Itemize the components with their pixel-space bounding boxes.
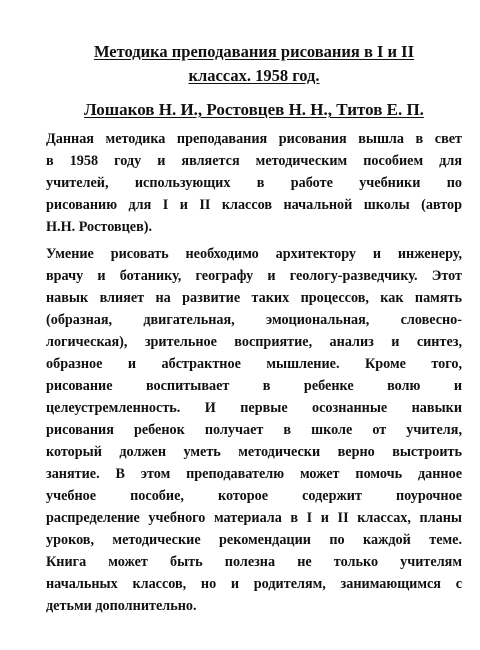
paragraph-1-line: в 1958 году и является методическим пособием для	[46, 153, 462, 169]
paragraph-1-line: рисованию для I и II классов начальной школы (автор	[46, 197, 462, 213]
paragraph-2-line: целеустремленность. И первые осознанные навыки	[46, 400, 462, 416]
paragraph-2-line: рисования ребенок получает в школе от учителя,	[46, 422, 462, 438]
paragraph-2-line: (образная, двигательная, эмоциональная, словесно-	[46, 312, 462, 328]
paragraph-2-line: детьми дополнительно.	[46, 598, 197, 614]
paragraph-2-line: учебное пособие, которое содержит поурочное	[46, 488, 462, 504]
paragraph-2-line: Книга может быть полезна не только учителям	[46, 554, 462, 570]
paragraph-2	[46, 243, 462, 617]
title-line-2: классах. 1958 год.	[188, 66, 320, 85]
paragraph-1-line: учителей, использующих в работе учебники по	[46, 175, 462, 191]
paragraph-1-line: Н.Н. Ростовцев).	[46, 219, 153, 235]
title-line-1: Методика преподавания рисования в I и II	[93, 42, 415, 61]
paragraph-2-line: который должен уметь методически верно выстроить	[46, 444, 462, 460]
authors-line: Лошаков Н. И., Ростовцев Н. Н., Титов Е. П.	[84, 100, 424, 119]
paragraph-1	[46, 128, 462, 238]
paragraph-2-line: рисование воспитывает в ребенке волю и	[46, 378, 462, 394]
document-page	[46, 40, 462, 617]
paragraph-2-line: Умение рисовать необходимо архитектору и инженеру,	[46, 246, 462, 262]
paragraph-2-line: начальных классов, но и родителям, занимающимся с	[46, 576, 462, 592]
document-title	[46, 40, 462, 88]
paragraph-2-line: логическая), зрительное восприятие, анализ и синтез,	[46, 334, 462, 350]
paragraph-2-line: уроков, методические рекомендации по каждой теме.	[46, 532, 462, 548]
paragraph-2-line: занятие. В этом преподавателю может помочь данное	[46, 466, 462, 482]
paragraph-2-line: навык влияет на развитие таких процессов, как память	[46, 290, 462, 306]
paragraph-2-line: распределение учебного материала в I и II классах, планы	[46, 510, 462, 526]
paragraph-1-line: Данная методика преподавания рисования вышла в свет	[46, 131, 462, 147]
paragraph-2-line: образное и абстрактное мышление. Кроме того,	[46, 356, 462, 372]
paragraph-2-line: врачу и ботанику, географу и геологу-разведчику. Этот	[46, 268, 462, 284]
